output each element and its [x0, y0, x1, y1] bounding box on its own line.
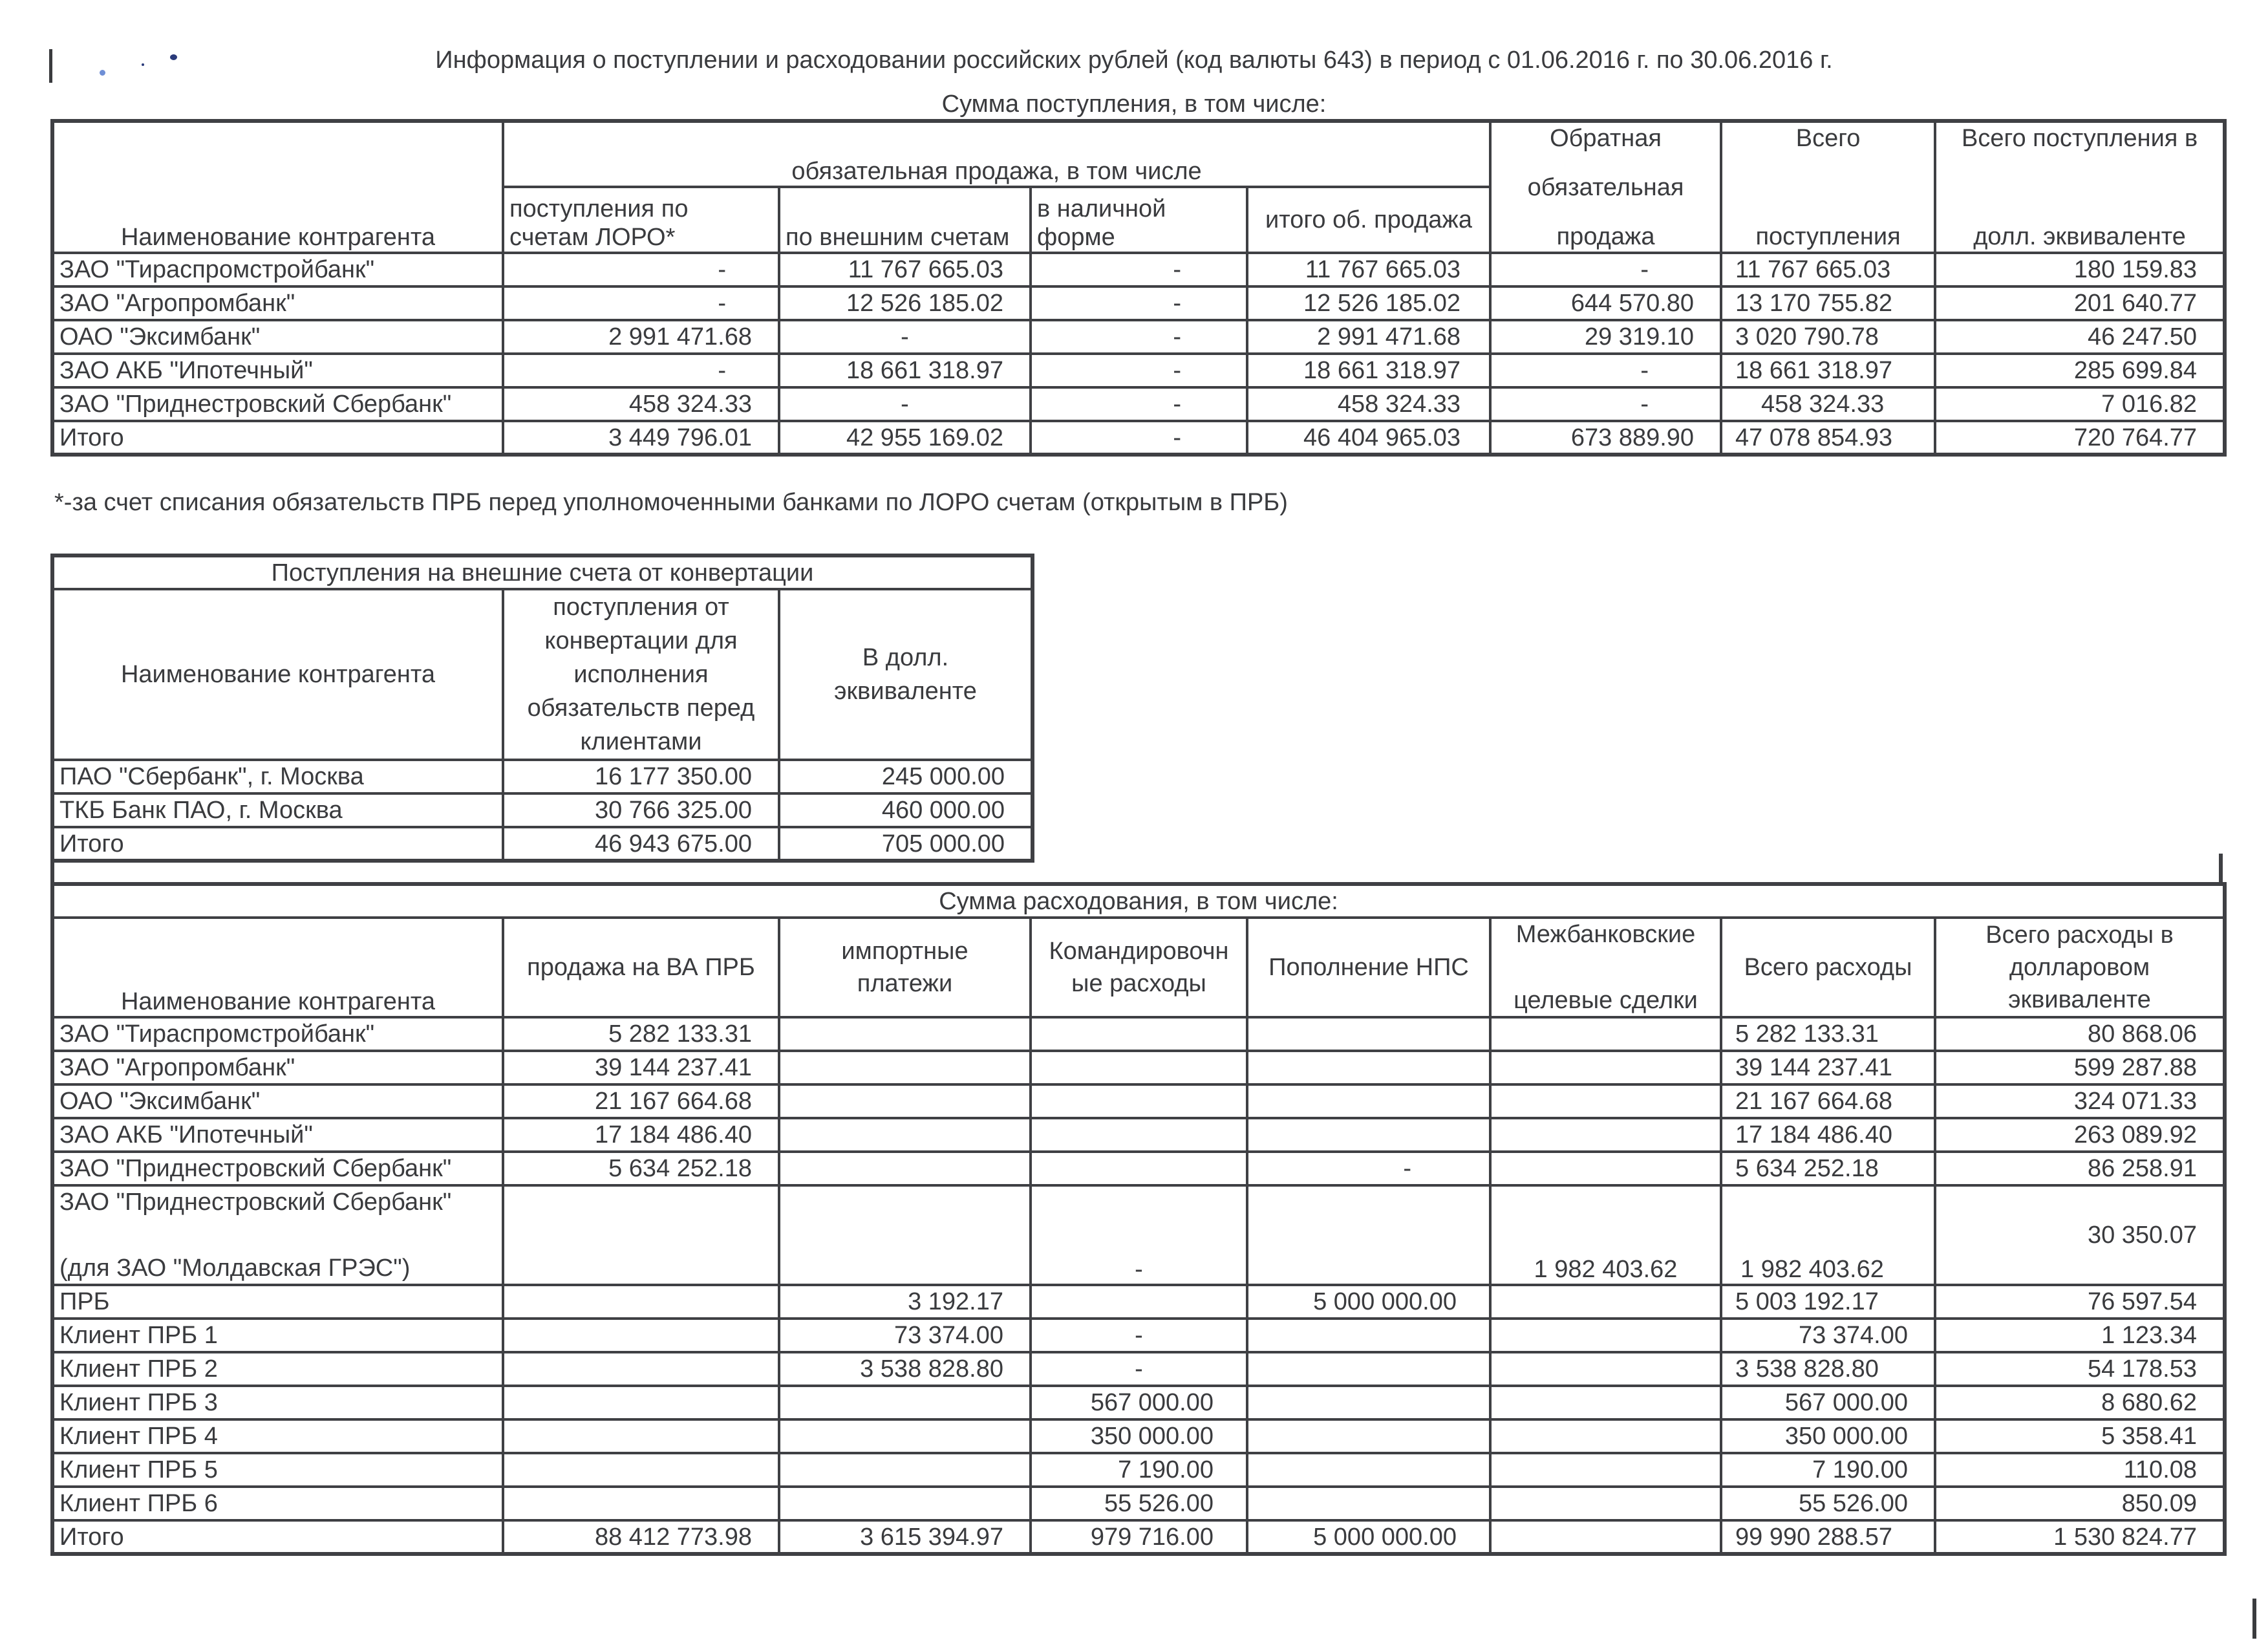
- cell-usd: 54 178.53: [1935, 1352, 2225, 1386]
- cell-name: ПАО "Сбербанк", г. Москва: [52, 760, 503, 793]
- cell-reverse: -: [1490, 253, 1721, 286]
- cell-external: 12 526 185.02: [779, 286, 1031, 320]
- cell-name: Итого: [52, 1520, 503, 1554]
- cell-total: 13 170 755.82: [1721, 286, 1935, 320]
- cell-travel: 55 526.00: [1031, 1487, 1247, 1520]
- cell-imports: [779, 1185, 1031, 1285]
- cell-loro: -: [503, 286, 779, 320]
- cell-usd: 8 680.62: [1935, 1386, 2225, 1419]
- cell-sale-fx: 17 184 486.40: [503, 1118, 779, 1152]
- cell-name: ЗАО "Приднестровский Сбербанк": [52, 1152, 503, 1185]
- table-row: [52, 760, 1032, 793]
- cell-sale-fx: [503, 1285, 779, 1319]
- cell-travel: -: [1031, 1352, 1247, 1386]
- cell-nps: [1247, 1319, 1490, 1352]
- cell-travel: -: [1031, 1319, 1247, 1352]
- cell-usd: 850.09: [1935, 1487, 2225, 1520]
- expenses-header-imports: импортные платежи: [779, 918, 1031, 1017]
- table-row: [52, 1487, 2225, 1520]
- cell-travel: 567 000.00: [1031, 1386, 1247, 1419]
- cell-usd: 46 247.50: [1935, 320, 2225, 354]
- table-row: [52, 1118, 2225, 1152]
- cell-imports: [779, 1084, 1031, 1118]
- cell-mandatory-total: 458 324.33: [1247, 387, 1490, 421]
- cell-sale-fx: 21 167 664.68: [503, 1084, 779, 1118]
- cell-usd: 245 000.00: [779, 760, 1032, 793]
- table-row: [52, 1453, 2225, 1487]
- cell-nps: -: [1247, 1152, 1490, 1185]
- cell-total: 567 000.00: [1721, 1386, 1935, 1419]
- cell-total: 3 538 828.80: [1721, 1352, 1935, 1386]
- cell-total: 47 078 854.93: [1721, 421, 1935, 455]
- cell-name: ОАО "Эксимбанк": [52, 1084, 503, 1118]
- cell-external: -: [779, 387, 1031, 421]
- cell-imports: [779, 1017, 1031, 1051]
- cell-sale-fx: 5 282 133.31: [503, 1017, 779, 1051]
- expenses-header-nps: Пополнение НПС: [1247, 918, 1490, 1017]
- table-row: [52, 1152, 2225, 1185]
- cell-sale-fx: 5 634 252.18: [503, 1152, 779, 1185]
- cell-cash: -: [1031, 253, 1247, 286]
- table-row: [52, 1084, 2225, 1118]
- expenses-header-sale-fx: продажа на ВА ПРБ: [503, 918, 779, 1017]
- cell-reverse: 673 889.90: [1490, 421, 1721, 455]
- cell-total: 1 982 403.62: [1721, 1185, 1935, 1285]
- table-row-special: [52, 1185, 2225, 1285]
- table-row: [52, 793, 1032, 827]
- expenses-frame-top: [2219, 854, 2223, 885]
- cell-interbank: [1490, 1051, 1721, 1084]
- cell-name: ЗАО АКБ "Ипотечный": [52, 354, 503, 387]
- expenses-header-interbank-line1: Межбанковские: [1515, 921, 1696, 948]
- cell-external: 42 955 169.02: [779, 421, 1031, 455]
- cell-nps: [1247, 1051, 1490, 1084]
- cell-sale-fx: [503, 1487, 779, 1520]
- cell-total: 99 990 288.57: [1721, 1520, 1935, 1554]
- table-row: [52, 286, 2225, 320]
- table-row: [52, 1319, 2225, 1352]
- cell-usd: 263 089.92: [1935, 1118, 2225, 1152]
- cell-loro: -: [503, 354, 779, 387]
- cell-loro: 458 324.33: [503, 387, 779, 421]
- header-cash: в наличной форме: [1031, 187, 1247, 253]
- cell-cash: -: [1031, 320, 1247, 354]
- cell-name: Клиент ПРБ 1: [52, 1319, 503, 1352]
- expenses-frame-top: [50, 854, 54, 885]
- cell-usd: 110.08: [1935, 1453, 2225, 1487]
- cell-total: 11 767 665.03: [1721, 253, 1935, 286]
- cell-name: ОАО "Эксимбанк": [52, 320, 503, 354]
- table-row: [52, 1051, 2225, 1084]
- expenses-header-interbank-line2: целевые сделки: [1514, 987, 1698, 1014]
- header-external: по внешним счетам: [779, 187, 1031, 253]
- cell-name: Клиент ПРБ 2: [52, 1352, 503, 1386]
- cell-imports: 3 615 394.97: [779, 1520, 1031, 1554]
- cell-interbank: [1490, 1352, 1721, 1386]
- cell-name: ЗАО "Приднестровский Сбербанк": [52, 387, 503, 421]
- cell-usd: 76 597.54: [1935, 1285, 2225, 1319]
- cell-name-line1: ЗАО "Приднестровский Сбербанк": [59, 1189, 452, 1216]
- cell-usd: 7 016.82: [1935, 387, 2225, 421]
- cell-usd: 285 699.84: [1935, 354, 2225, 387]
- cell-imports: [779, 1386, 1031, 1419]
- table-row: [52, 1386, 2225, 1419]
- table-row: [52, 1285, 2225, 1319]
- cell-mandatory-total: 18 661 318.97: [1247, 354, 1490, 387]
- cell-name: Клиент ПРБ 6: [52, 1487, 503, 1520]
- cell-total: 5 282 133.31: [1721, 1017, 1935, 1051]
- cell-cash: -: [1031, 421, 1247, 455]
- cell-total: 350 000.00: [1721, 1419, 1935, 1453]
- cell-amount: 16 177 350.00: [503, 760, 779, 793]
- cell-travel: [1031, 1152, 1247, 1185]
- cell-travel: [1031, 1017, 1247, 1051]
- cell-travel: [1031, 1051, 1247, 1084]
- conversion-header-usd: В долл. эквиваленте: [779, 589, 1032, 760]
- cell-interbank: [1490, 1084, 1721, 1118]
- cell-sale-fx: [503, 1419, 779, 1453]
- header-reverse: [1490, 121, 1721, 253]
- header-counterparty: Наименование контрагента: [52, 121, 503, 253]
- cell-cash: -: [1031, 286, 1247, 320]
- cell-travel: 7 190.00: [1031, 1453, 1247, 1487]
- cell-name: ЗАО "Тираспромстройбанк": [52, 253, 503, 286]
- cell-loro: 2 991 471.68: [503, 320, 779, 354]
- cell-total: 73 374.00: [1721, 1319, 1935, 1352]
- cell-imports: 3 192.17: [779, 1285, 1031, 1319]
- cell-usd: 460 000.00: [779, 793, 1032, 827]
- cell-amount: 30 766 325.00: [503, 793, 779, 827]
- footnote: *-за счет списания обязательств ПРБ перед уполномоченными банками по ЛОРО счетам (открытым в ПРБ): [54, 489, 1288, 516]
- cell-total: 17 184 486.40: [1721, 1118, 1935, 1152]
- cell-travel: 979 716.00: [1031, 1520, 1247, 1554]
- cell-usd: 1 530 824.77: [1935, 1520, 2225, 1554]
- cell-reverse: 644 570.80: [1490, 286, 1721, 320]
- header-reverse-line2: обязательная: [1527, 173, 1684, 201]
- cell-total: 21 167 664.68: [1721, 1084, 1935, 1118]
- expenses-header-counterparty: Наименование контрагента: [52, 918, 503, 1017]
- cell-sale-fx: [503, 1185, 779, 1285]
- header-total-line1: Всего: [1795, 124, 1861, 152]
- expenses-caption: Сумма расходования, в том числе:: [52, 884, 2225, 918]
- expenses-header-usd: Всего расходы в долларовом эквиваленте: [1935, 918, 2225, 1017]
- cell-imports: 73 374.00: [779, 1319, 1031, 1352]
- cell-name: Клиент ПРБ 3: [52, 1386, 503, 1419]
- cell-sale-fx: [503, 1319, 779, 1352]
- cell-name: ПРБ: [52, 1285, 503, 1319]
- cell-imports: [779, 1051, 1031, 1084]
- cell-cash: -: [1031, 387, 1247, 421]
- header-usd-line2: долл. эквиваленте: [1973, 222, 2186, 250]
- cell-name: [52, 1185, 503, 1285]
- cell-name: Итого: [52, 421, 503, 455]
- header-total-line2: поступления: [1755, 222, 1901, 250]
- cell-total: 7 190.00: [1721, 1453, 1935, 1487]
- cell-interbank: [1490, 1118, 1721, 1152]
- cell-imports: [779, 1453, 1031, 1487]
- cell-usd: 705 000.00: [779, 827, 1032, 861]
- cell-sale-fx: [503, 1453, 779, 1487]
- cell-imports: [779, 1487, 1031, 1520]
- table-row: [52, 354, 2225, 387]
- cell-usd: 30 350.07: [1935, 1185, 2225, 1285]
- cell-sale-fx: 39 144 237.41: [503, 1051, 779, 1084]
- cell-interbank: [1490, 1152, 1721, 1185]
- table-row: [52, 1419, 2225, 1453]
- cell-mandatory-total: 46 404 965.03: [1247, 421, 1490, 455]
- cell-name: ЗАО "Тираспромстройбанк": [52, 1017, 503, 1051]
- cell-usd: 180 159.83: [1935, 253, 2225, 286]
- expenses-header-total: Всего расходы: [1721, 918, 1935, 1017]
- cell-nps: [1247, 1185, 1490, 1285]
- cell-interbank: [1490, 1487, 1721, 1520]
- cell-imports: [779, 1419, 1031, 1453]
- cell-nps: [1247, 1453, 1490, 1487]
- cell-name: Итого: [52, 827, 503, 861]
- cell-name: ТКБ Банк ПАО, г. Москва: [52, 793, 503, 827]
- table-row-total: [52, 1520, 2225, 1554]
- cell-interbank: [1490, 1520, 1721, 1554]
- header-usd: [1935, 121, 2225, 253]
- cell-usd: 720 764.77: [1935, 421, 2225, 455]
- cell-usd: 86 258.91: [1935, 1152, 2225, 1185]
- cell-travel: [1031, 1285, 1247, 1319]
- cell-reverse: 29 319.10: [1490, 320, 1721, 354]
- document-title: Информация о поступлении и расходовании российских рублей (код валюты 643) в период с 01.06.2016 г. по 30.06.2016 г.: [435, 47, 1833, 74]
- table-row: [52, 387, 2225, 421]
- cell-interbank: [1490, 1386, 1721, 1419]
- cell-external: 18 661 318.97: [779, 354, 1031, 387]
- cell-reverse: -: [1490, 387, 1721, 421]
- cell-nps: [1247, 1118, 1490, 1152]
- conversion-header-amount: поступления от конвертации для исполнения обязательств перед клиентами: [503, 589, 779, 760]
- cell-travel: [1031, 1084, 1247, 1118]
- cell-mandatory-total: 11 767 665.03: [1247, 253, 1490, 286]
- cell-name: ЗАО АКБ "Ипотечный": [52, 1118, 503, 1152]
- header-mandatory-total: итого об. продажа: [1247, 187, 1490, 253]
- cell-name: Клиент ПРБ 5: [52, 1453, 503, 1487]
- cell-usd: 5 358.41: [1935, 1419, 2225, 1453]
- cell-imports: [779, 1152, 1031, 1185]
- header-reverse-line1: Обратная: [1550, 124, 1662, 152]
- cell-name-line2: (для ЗАО "Молдавская ГРЭС"): [59, 1255, 411, 1282]
- cell-total: 458 324.33: [1721, 387, 1935, 421]
- cell-mandatory-total: 2 991 471.68: [1247, 320, 1490, 354]
- cell-mandatory-total: 12 526 185.02: [1247, 286, 1490, 320]
- cell-total: 5 634 252.18: [1721, 1152, 1935, 1185]
- cell-usd: 80 868.06: [1935, 1017, 2225, 1051]
- header-mandatory-group: обязательная продажа, в том числе: [503, 121, 1490, 187]
- cell-interbank: 1 982 403.62: [1490, 1185, 1721, 1285]
- cell-nps: [1247, 1084, 1490, 1118]
- cell-loro: 3 449 796.01: [503, 421, 779, 455]
- cell-travel: [1031, 1118, 1247, 1152]
- conversion-header-counterparty: Наименование контрагента: [52, 589, 503, 760]
- cell-total: 39 144 237.41: [1721, 1051, 1935, 1084]
- table-row: [52, 1352, 2225, 1386]
- cell-nps: [1247, 1352, 1490, 1386]
- header-loro: поступления по счетам ЛОРО*: [503, 187, 779, 253]
- table-row: [52, 253, 2225, 286]
- header-reverse-line3: продажа: [1556, 222, 1655, 250]
- cell-external: -: [779, 320, 1031, 354]
- header-usd-line1: Всего поступления в: [1961, 124, 2198, 152]
- cell-nps: [1247, 1487, 1490, 1520]
- cell-sale-fx: [503, 1386, 779, 1419]
- cell-sale-fx: [503, 1352, 779, 1386]
- conversion-table: [50, 554, 1034, 863]
- table-row: [52, 320, 2225, 354]
- cell-travel: 350 000.00: [1031, 1419, 1247, 1453]
- scan-margin-mark: [2252, 1599, 2256, 1639]
- cell-sale-fx: 88 412 773.98: [503, 1520, 779, 1554]
- table-row-total: [52, 421, 2225, 455]
- receipts-table: [50, 119, 2227, 457]
- cell-loro: -: [503, 253, 779, 286]
- cell-usd: 599 287.88: [1935, 1051, 2225, 1084]
- cell-total: 18 661 318.97: [1721, 354, 1935, 387]
- cell-usd: 324 071.33: [1935, 1084, 2225, 1118]
- table-row-total: [52, 827, 1032, 861]
- cell-interbank: [1490, 1419, 1721, 1453]
- expenses-header-travel: Командировочн ые расходы: [1031, 918, 1247, 1017]
- cell-nps: 5 000 000.00: [1247, 1520, 1490, 1554]
- cell-name: Клиент ПРБ 4: [52, 1419, 503, 1453]
- header-total: [1721, 121, 1935, 253]
- cell-imports: [779, 1118, 1031, 1152]
- expenses-table: [50, 882, 2227, 1556]
- conversion-caption: Поступления на внешние счета от конвертации: [52, 555, 1032, 589]
- cell-interbank: [1490, 1453, 1721, 1487]
- cell-interbank: [1490, 1017, 1721, 1051]
- cell-amount: 46 943 675.00: [503, 827, 779, 861]
- table-row: [52, 1017, 2225, 1051]
- receipts-caption: Сумма поступления, в том числе:: [941, 91, 1327, 118]
- cell-travel: -: [1031, 1185, 1247, 1285]
- cell-total: 3 020 790.78: [1721, 320, 1935, 354]
- cell-nps: [1247, 1386, 1490, 1419]
- cell-imports: 3 538 828.80: [779, 1352, 1031, 1386]
- expenses-header-interbank: [1490, 918, 1721, 1017]
- cell-nps: [1247, 1419, 1490, 1453]
- cell-reverse: -: [1490, 354, 1721, 387]
- cell-cash: -: [1031, 354, 1247, 387]
- cell-total: 55 526.00: [1721, 1487, 1935, 1520]
- cell-total: 5 003 192.17: [1721, 1285, 1935, 1319]
- cell-interbank: [1490, 1285, 1721, 1319]
- cell-usd: 1 123.34: [1935, 1319, 2225, 1352]
- cell-name: ЗАО "Агропромбанк": [52, 1051, 503, 1084]
- cell-external: 11 767 665.03: [779, 253, 1031, 286]
- cell-usd: 201 640.77: [1935, 286, 2225, 320]
- cell-name: ЗАО "Агропромбанк": [52, 286, 503, 320]
- cell-interbank: [1490, 1319, 1721, 1352]
- cell-nps: [1247, 1017, 1490, 1051]
- cell-nps: 5 000 000.00: [1247, 1285, 1490, 1319]
